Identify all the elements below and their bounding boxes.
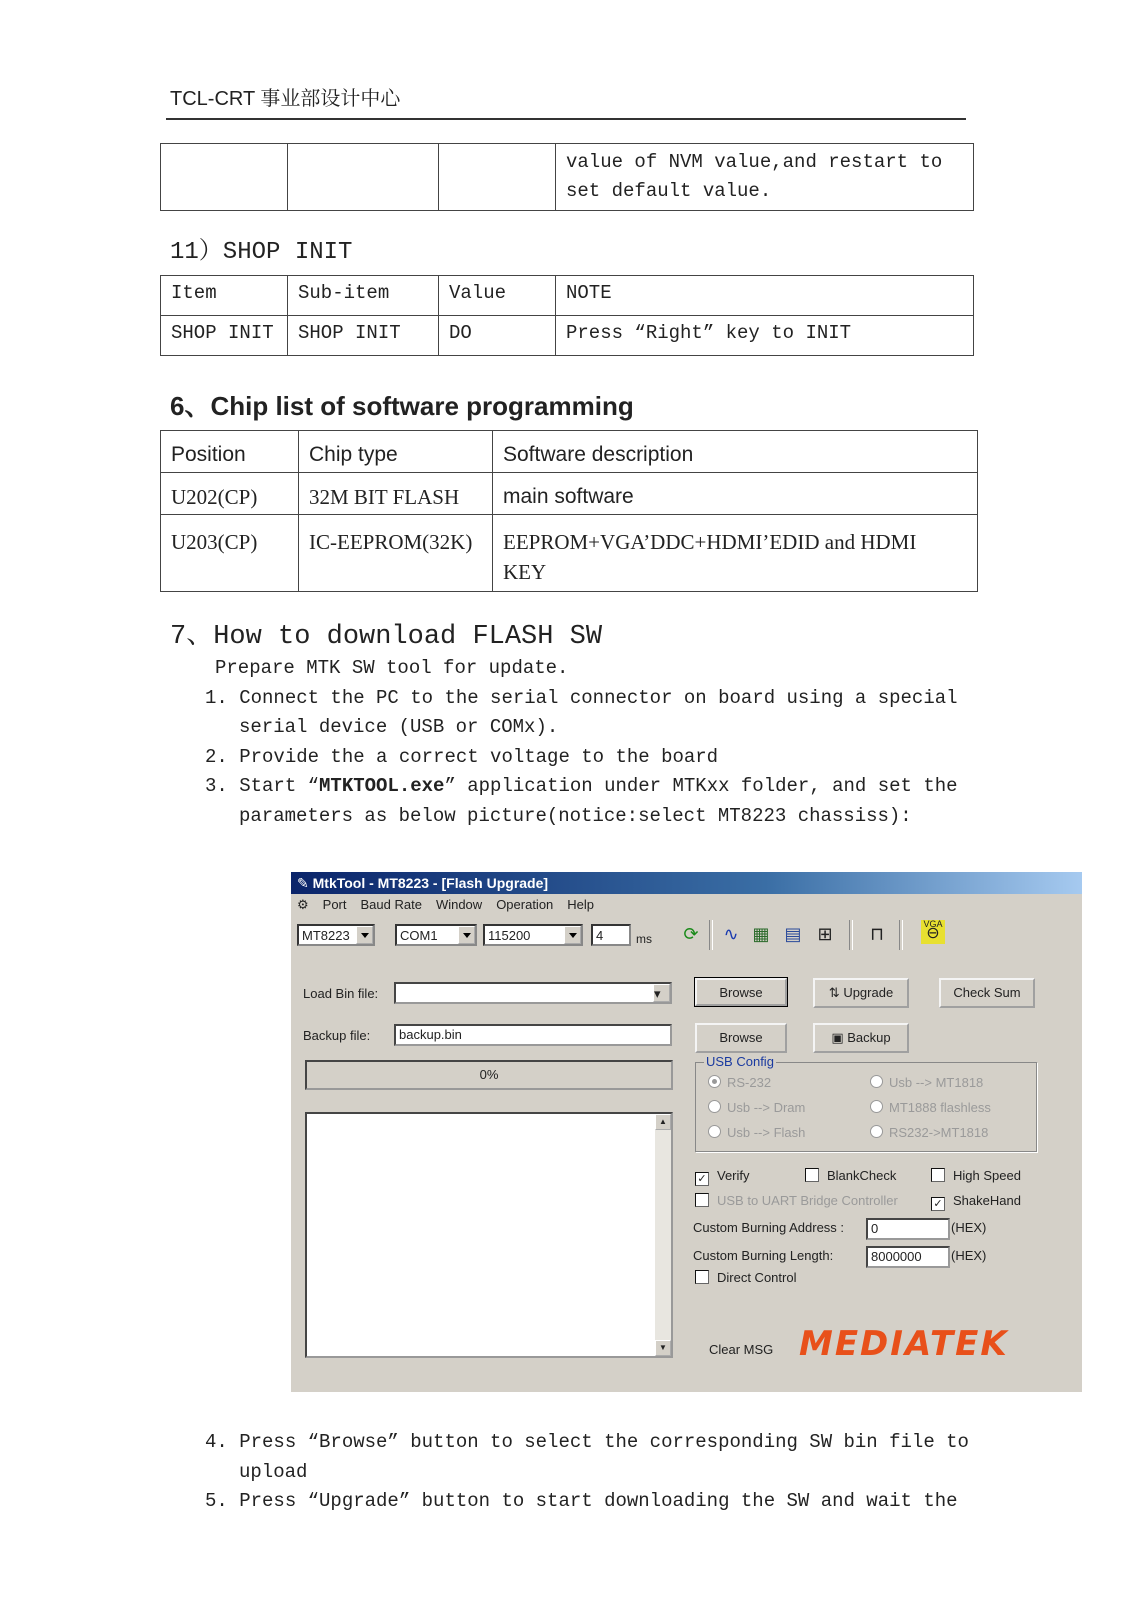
menu-app-icon: ⚙ <box>297 897 309 912</box>
backup-file-input[interactable]: backup.bin <box>394 1024 672 1046</box>
usb-config-label: USB Config <box>706 1054 774 1069</box>
table-header-row <box>161 276 974 316</box>
message-log[interactable] <box>305 1112 673 1358</box>
table-cell: SHOP INIT <box>161 316 288 356</box>
baud-select[interactable]: 115200 <box>483 924 583 946</box>
table-cell: Press “Right” key to INIT <box>556 316 974 356</box>
verify-checkbox[interactable]: ✓ Verify <box>695 1168 750 1186</box>
timeout-input[interactable]: 4 <box>591 924 631 946</box>
clear-msg-button[interactable]: Clear MSG <box>709 1342 774 1357</box>
chevron-down-icon[interactable] <box>458 926 475 944</box>
load-bin-select[interactable] <box>394 982 672 1004</box>
page-header-title: TCL-CRT 事业部设计中心 <box>170 88 401 110</box>
blankcheck-checkbox[interactable]: BlankCheck <box>805 1168 896 1183</box>
connect-icon[interactable]: ⟳ <box>683 924 699 944</box>
table-cell <box>439 144 556 211</box>
chevron-down-icon[interactable] <box>356 926 373 944</box>
address-input[interactable]: 0 <box>866 1218 950 1240</box>
browse-backup-button[interactable]: Browse <box>695 1023 787 1053</box>
table-row <box>161 316 974 356</box>
port-select[interactable]: COM1 <box>395 924 477 946</box>
radio-usb-mt1818: Usb --> MT1818 <box>870 1075 983 1090</box>
table-cell: U202(CP) <box>161 473 299 515</box>
high-speed-checkbox[interactable]: High Speed <box>931 1168 1021 1183</box>
menu-operation[interactable]: Operation <box>496 897 554 912</box>
chevron-down-icon[interactable]: ▾ <box>653 984 670 1002</box>
load-bin-label: Load Bin file: <box>303 986 379 1001</box>
radio-rs232-mt1818: RS232->MT1818 <box>870 1125 988 1140</box>
scrollbar[interactable] <box>655 1114 671 1356</box>
floppy-icon: ▣ <box>831 1030 848 1045</box>
table-cell <box>288 144 439 211</box>
table-cell: EEPROM+VGA’DDC+HDMI’EDID and HDMI KEY <box>493 515 978 592</box>
backup-file-label: Backup file: <box>303 1028 371 1043</box>
window-title: MtkTool - MT8223 - [Flash Upgrade] <box>312 875 549 891</box>
shop-init-table <box>160 275 974 356</box>
mtktool-window <box>291 872 1082 1392</box>
length-input[interactable]: 8000000 <box>866 1246 950 1268</box>
table-header: Chip type <box>299 431 493 473</box>
register-icon[interactable]: ▦ <box>752 924 770 944</box>
menu-bar <box>291 894 1082 916</box>
nvm-table-tail <box>160 143 974 211</box>
table-cell-note: value of NVM value,and restart to set default value. <box>556 144 974 211</box>
radio-rs232: RS-232 <box>708 1075 771 1090</box>
usb-uart-checkbox: USB to UART Bridge Controller <box>695 1193 898 1208</box>
chip-icon[interactable]: ⊓ <box>869 924 885 944</box>
waveform-icon[interactable]: ∿ <box>723 924 739 944</box>
vga-icon[interactable]: VGA ⊖ <box>921 920 945 944</box>
table-header-row <box>161 431 978 473</box>
menu-help[interactable]: Help <box>567 897 595 912</box>
progress-bar: 0% <box>305 1060 673 1090</box>
table-cell: DO <box>439 316 556 356</box>
list-item-cont: parameters as below picture(notice:select MT8223 chassiss): <box>239 805 912 827</box>
list-item: 3. Start “MTKTOOL.exe” application under MTKxx folder, and set the <box>205 775 958 797</box>
list-item-cont: upload <box>239 1461 308 1483</box>
shakehand-checkbox[interactable]: ✓ ShakeHand <box>931 1193 1021 1211</box>
timeout-unit: ms <box>636 932 652 946</box>
notes-icon[interactable]: ▤ <box>784 924 802 944</box>
table-cell: U203(CP) <box>161 515 299 592</box>
radio-mt1888: MT1888 flashless <box>870 1100 991 1115</box>
table-row <box>161 515 978 592</box>
hex-label: (HEX) <box>951 1248 987 1263</box>
section-title-download: 7、How to download FLASH SW <box>170 622 603 652</box>
section-title-chip-list: 6、Chip list of software programming <box>170 391 634 421</box>
table-header: Item <box>161 276 288 316</box>
menu-baud-rate[interactable]: Baud Rate <box>360 897 422 912</box>
table-cell: SHOP INIT <box>288 316 439 356</box>
paragraph: Prepare MTK SW tool for update. <box>215 657 569 679</box>
table-header: Software description <box>493 431 978 473</box>
radio-usb-flash: Usb --> Flash <box>708 1125 805 1140</box>
check-sum-button[interactable]: Check Sum <box>939 978 1035 1008</box>
chip-list-table <box>160 430 978 592</box>
network-icon[interactable]: ⊞ <box>817 924 833 944</box>
window-titlebar <box>291 872 1082 894</box>
radio-usb-dram: Usb --> Dram <box>708 1100 805 1115</box>
direct-control-checkbox[interactable]: Direct Control <box>695 1270 796 1285</box>
scroll-up-icon[interactable]: ▲ <box>655 1114 671 1130</box>
menu-window[interactable]: Window <box>435 897 483 912</box>
list-item: 1. Connect the PC to the serial connector on board using a special <box>205 687 958 709</box>
table-header: Value <box>439 276 556 316</box>
toolbar-separator <box>899 920 903 950</box>
address-label: Custom Burning Address : <box>693 1220 845 1235</box>
section-title-shop-init: 11）SHOP INIT <box>170 239 353 266</box>
list-item: 2. Provide the a correct voltage to the board <box>205 746 719 768</box>
list-item: 4. Press “Browse” button to select the corresponding SW bin file to <box>205 1431 969 1453</box>
backup-button[interactable]: ▣ Backup <box>813 1023 909 1053</box>
app-icon: ✎ <box>297 875 309 891</box>
table-row <box>161 473 978 515</box>
table-cell <box>161 144 288 211</box>
toolbar-separator <box>709 920 713 950</box>
list-item: 5. Press “Upgrade” button to start downloading the SW and wait the <box>205 1490 958 1512</box>
list-item-cont: serial device (USB or COMx). <box>239 716 559 738</box>
chip-select[interactable]: MT8223 <box>297 924 375 946</box>
upgrade-icon: ⇅ <box>828 985 844 1000</box>
chevron-down-icon[interactable] <box>564 926 581 944</box>
table-cell: 32M BIT FLASH <box>299 473 493 515</box>
mediatek-logo: MEDIATEK <box>799 1324 1009 1364</box>
table-header: NOTE <box>556 276 974 316</box>
menu-port[interactable]: Port <box>322 897 347 912</box>
hex-label: (HEX) <box>951 1220 987 1235</box>
toolbar <box>291 918 1082 952</box>
browse-bin-button[interactable]: Browse <box>695 978 787 1006</box>
scroll-down-icon[interactable]: ▼ <box>655 1340 671 1356</box>
toolbar-separator <box>849 920 853 950</box>
table-cell: IC-EEPROM(32K) <box>299 515 493 592</box>
header-rule <box>166 118 966 120</box>
table-cell: main software <box>493 473 978 515</box>
table-header: Position <box>161 431 299 473</box>
usb-config-group <box>695 1054 1037 1152</box>
length-label: Custom Burning Length: <box>693 1248 834 1263</box>
upgrade-button[interactable]: ⇅ Upgrade <box>813 978 909 1008</box>
table-header: Sub-item <box>288 276 439 316</box>
